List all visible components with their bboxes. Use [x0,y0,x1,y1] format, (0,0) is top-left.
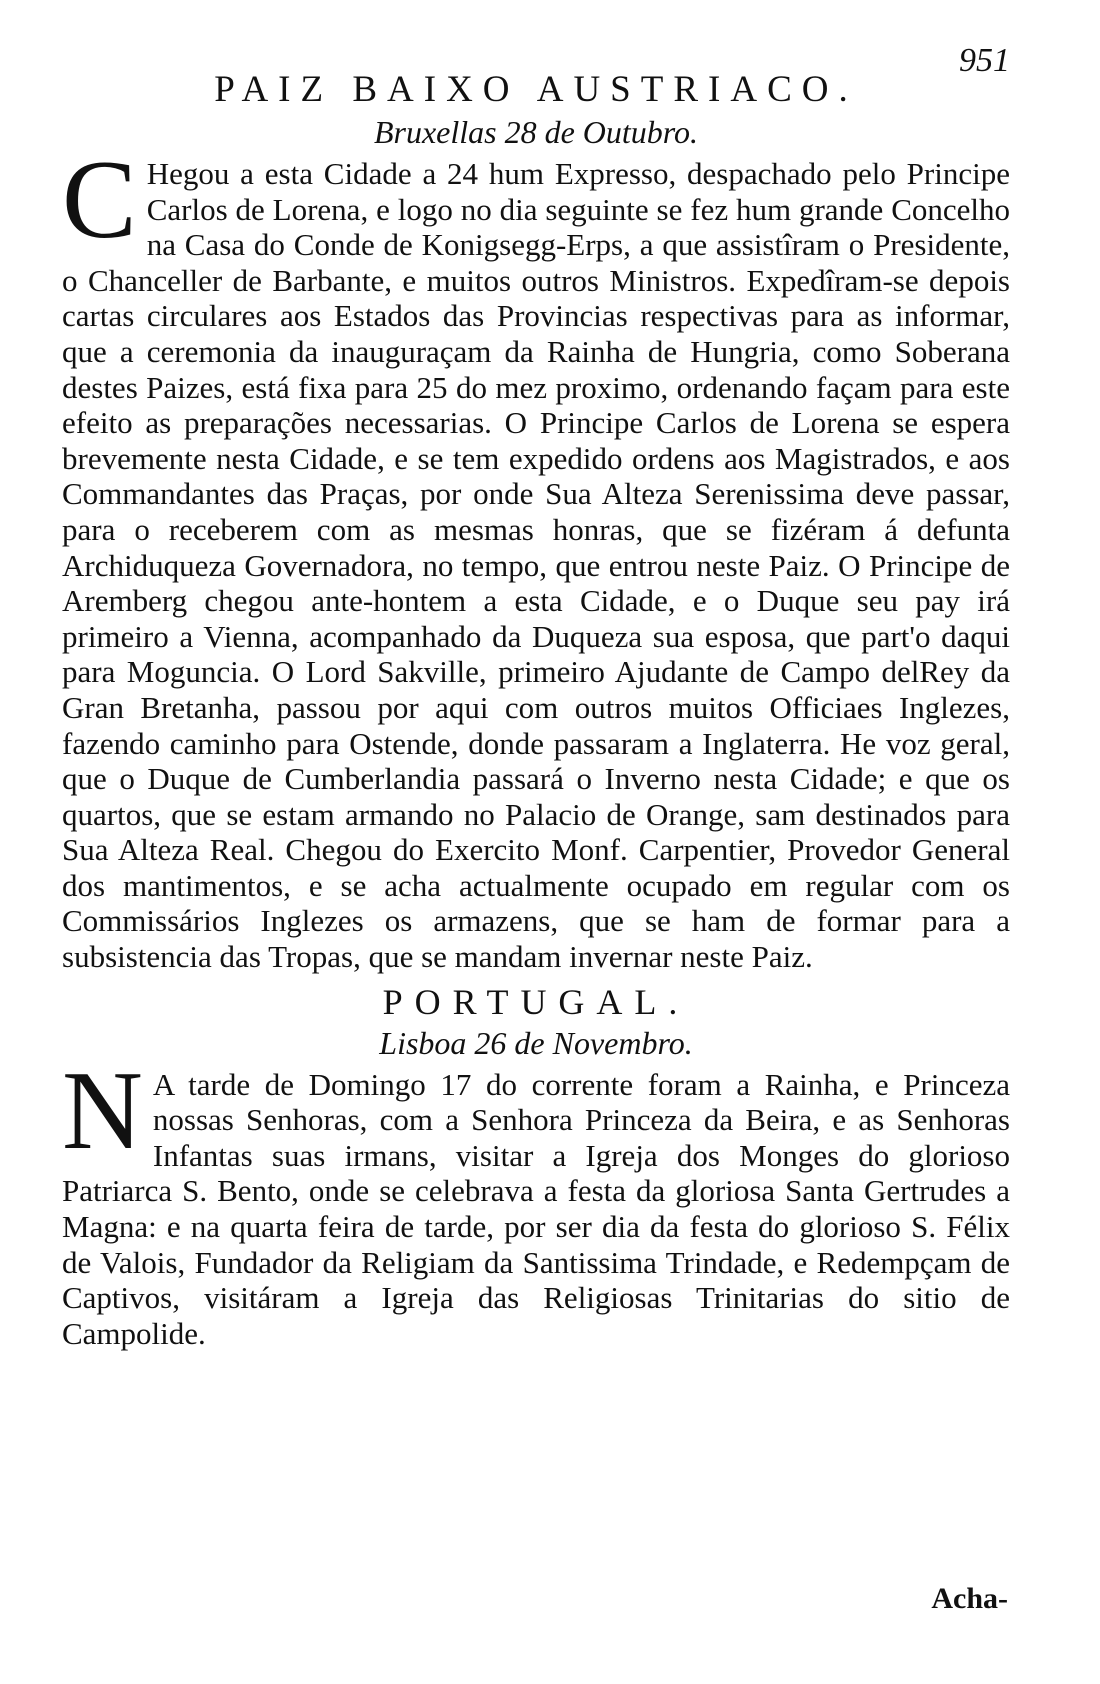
dateline-lisboa: Lisboa 26 de Novembro. [379,1024,693,1061]
running-head: PAIZ BAIXO AUSTRIACO. [214,69,858,110]
catchword: Acha- [931,1582,1008,1615]
paragraph-bruxellas [62,138,1010,975]
paragraph-text: A tarde de Domingo 17 do corrente foram a Rainha, e Princeza nossas Senhoras, com a Senhora Princeza da Beira, e as Senhoras Infantas suas irmans, visitar a Igreja dos Monges do glorioso Patriarca S. Bento, onde se celebrava a festa da gloriosa Santa Gertrudes a Magna: e na quarta feira de tarde, por ser dia da festa do glorioso S. Félix de Valois, Fundador da Religiam da Santissima Trindade, e Redempçam de Captivos, visitáram a Igreja das Religiosas Trinitarias do sitio de Campolide. [62,1066,1010,1351]
section-portugal [62,981,1010,1352]
drop-cap: N [62,1048,143,1173]
paragraph-text: Hegou a esta Cidade a 24 hum Expresso, despachado pelo Principe Carlos de Lorena, e logo no dia seguinte se fez hum grande Concelho na Casa do Conde de Konigsegg-Erps, a que assistîram o Presidente, o Chanceller de Barbante, e muitos outros Ministros. Expedîram-se depois cartas circulares aos Estados das Provincias respectivas para as informar, que a ceremonia da inauguraçam da Rainha de Hungria, como Soberana destes Paizes, está fixa para 25 do mez proximo, ordenando façam para este efeito as preparações necessarias. O Principe Carlos de Lorena se espera brevemente nesta Cidade, e se tem expedido ordens aos Magistrados, e aos Commandantes das Praças, por onde Sua Alteza Serenissima deve passar, para o receberem com as mesmas honras, que se fizéram á defunta Archiduqueza Governadora, no tempo, que entrou neste Paiz. O Principe de Aremberg chegou ante-hontem a esta Cidade, e o Duque seu pay irá primeiro a Vienna, acompanhado da Duqueza sua esposa, que part'o daqui para Moguncia. O Lord Sakville, primeiro Ajudante de Campo delRey da Gran Bretanha, passou por aqui com outros muitos Officiaes Inglezes, fazendo caminho para Ostende, donde passaram a Inglaterra. He voz geral, que o Duque de Cumberlandia passará o Inverno nesta Cidade; e que os quartos, que se estam armando no Palacio de Orange, sam destinados para Sua Alteza Real. Chegou do Exercito Monf. Carpentier, Provedor General dos mantimentos, e se acha actualmente ocupado em regular com os Commissários Inglezes os armazens, que se ham de formar para a subsistencia das Tropas, que se mandam invernar neste Paiz. [62,156,1010,975]
drop-cap: C [62,138,137,262]
section-heading-portugal: PORTUGAL. [382,981,690,1022]
section-paiz-baixo [62,112,1010,975]
dateline-bruxellas: Bruxellas 28 de Outubro. [373,114,699,150]
paragraph-lisboa [62,1048,1010,1352]
page-number: 951 [959,42,1010,79]
